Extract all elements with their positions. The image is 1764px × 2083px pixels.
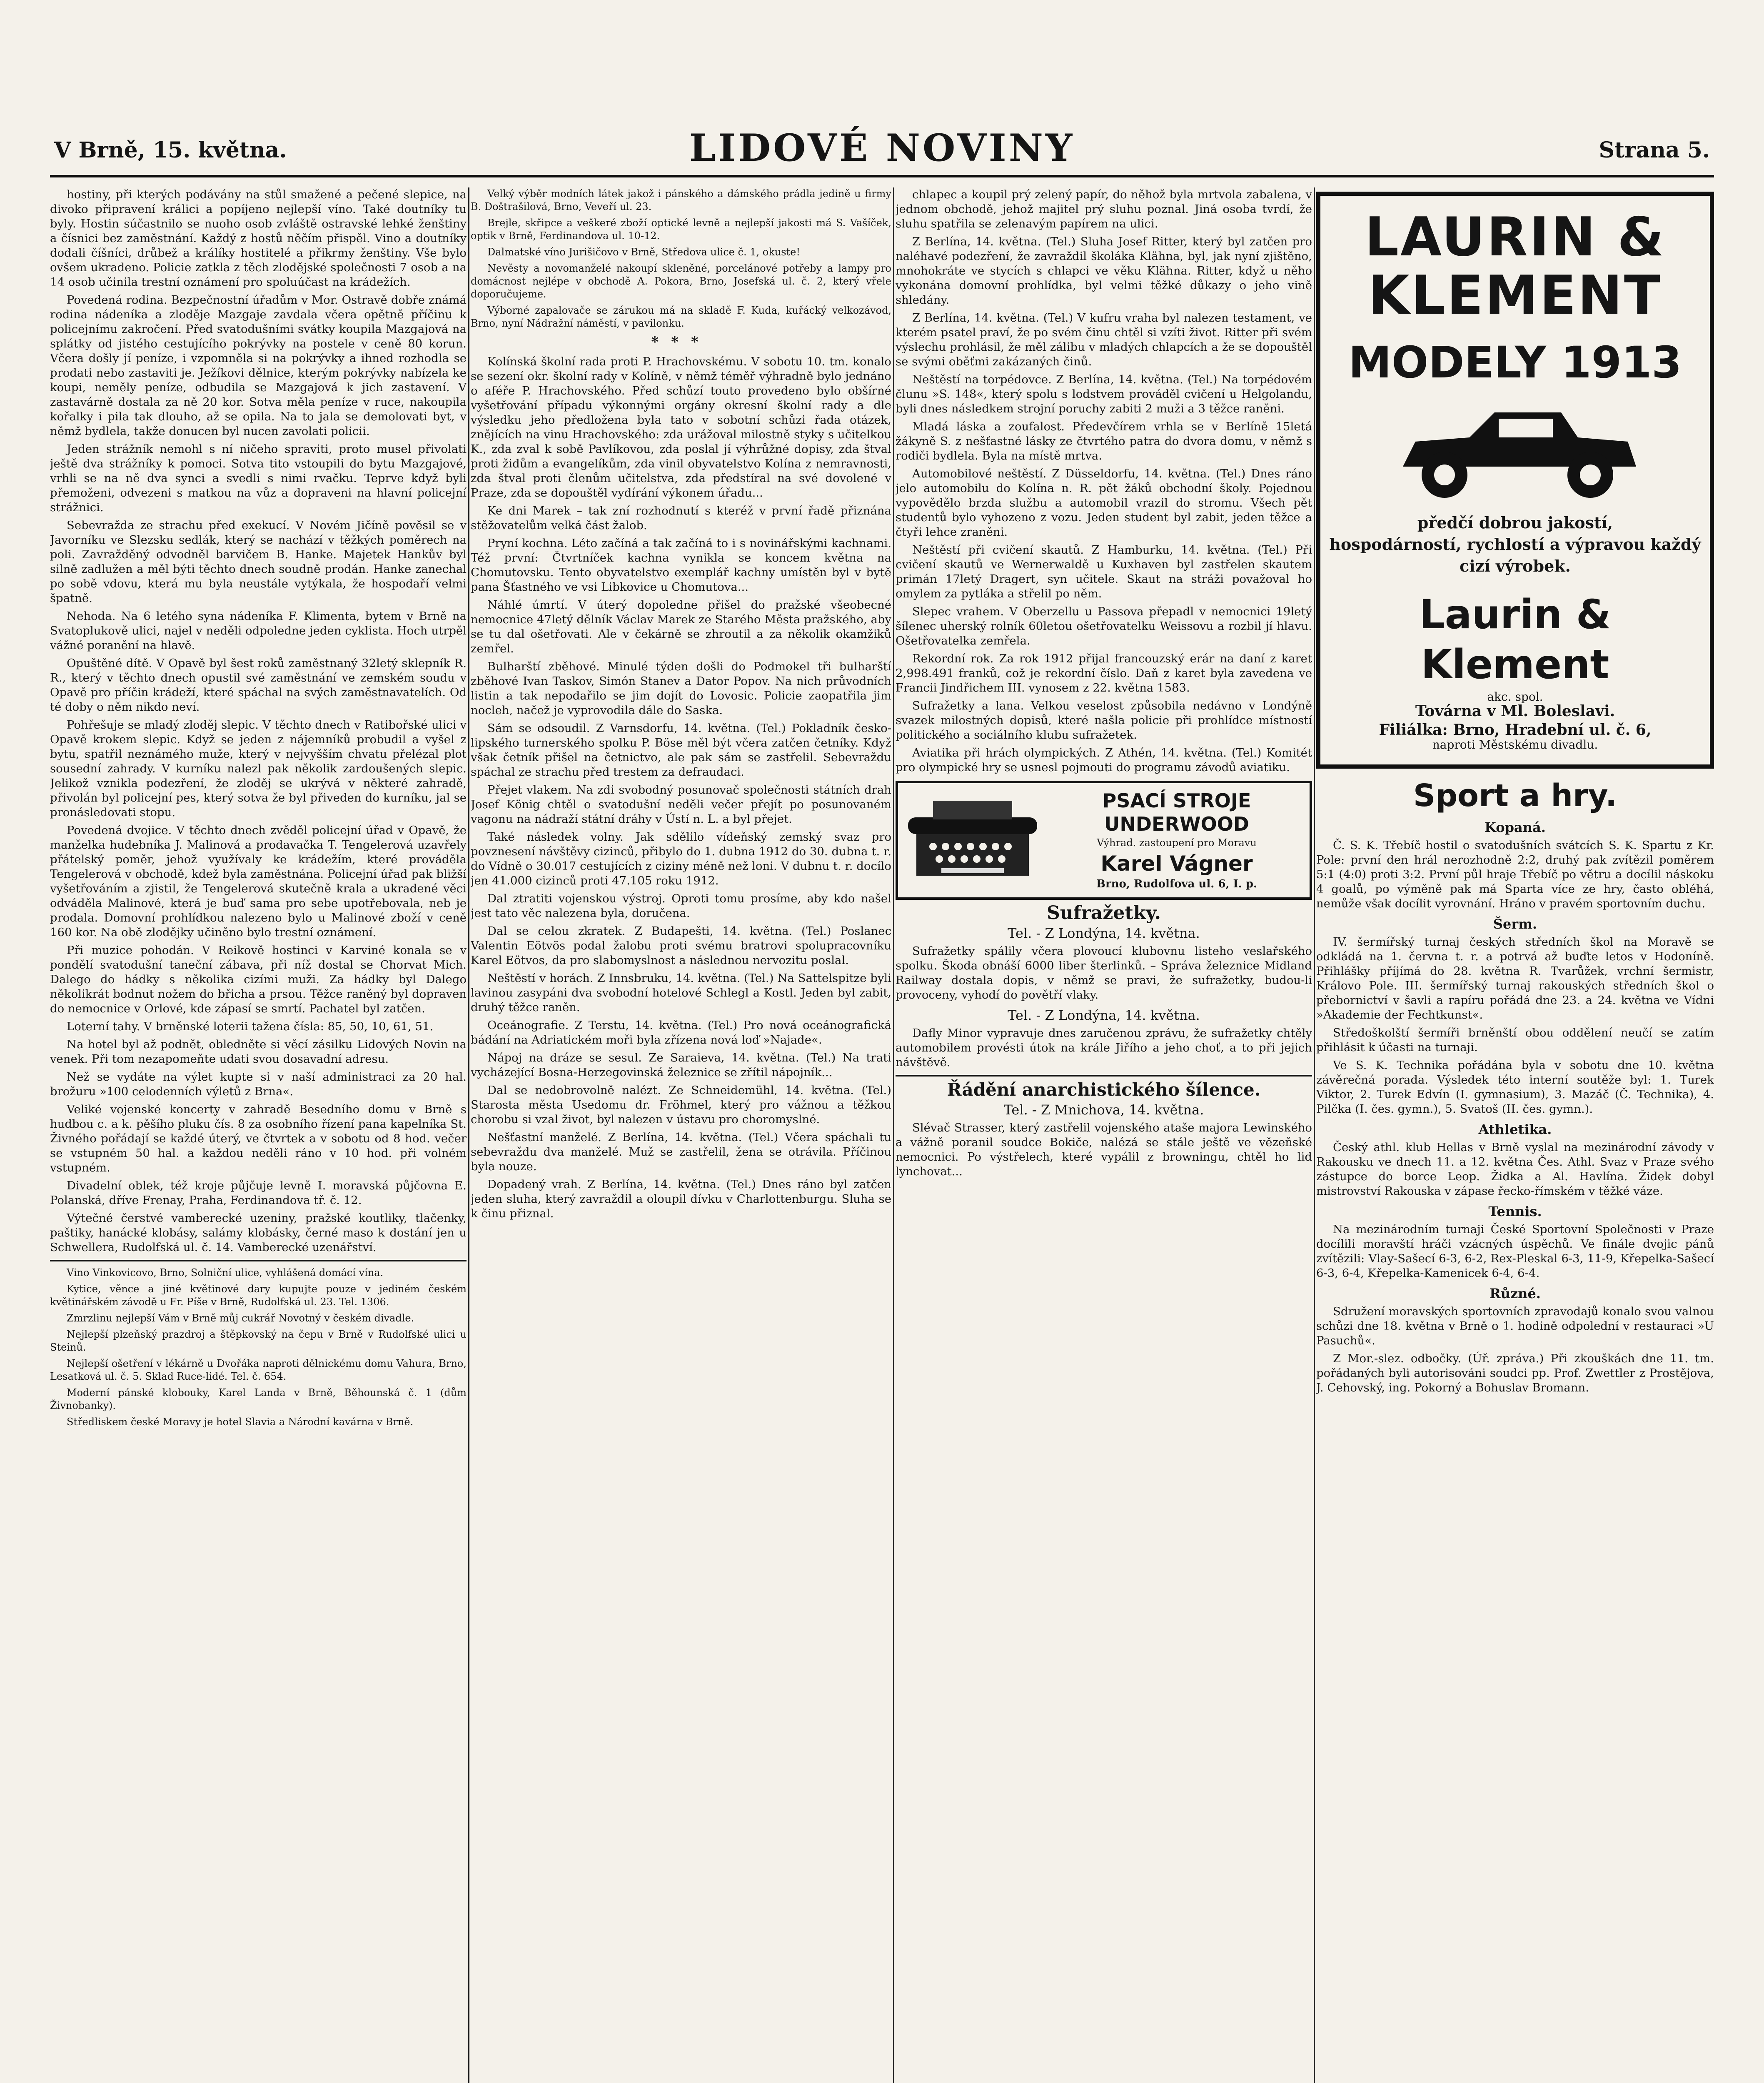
article: chlapec a koupil prý zelený papír, do něhož byla mrtvola zabalena, v jednom obchodě, jehož majitel prý sluhu poznal. Jiná osoba tvrdí, že sluhu spatřila se zelenavým papírem na ulici.: [896, 188, 1312, 230]
subsection-misc: Různé.: [1490, 1286, 1541, 1301]
ad-claim-2: hospodárností, rychlostí a výpravou každý: [1329, 535, 1701, 554]
ad-brand-name: Laurin & Klement: [1419, 591, 1611, 688]
article: Při muzice pohodán. V Reikově hostinci v Karviné konala se v pondělí svatodušní taneční zábava, při níž dostal se Chorvat Mich. Dalego do hádky s několika cizími muži. Za hádky byl Dalego několikrát bodnut nožem do břicha a prsou. Těžce raněný byl dopraven do nemocnice v Orlové, kde zápasí se smrtí. Pachatel byl zatčen.: [50, 944, 467, 1015]
article: Povedená dvojice. V těchto dnech zvěděl policejní úřad v Opavě, že manželka hudebníka J. Malinová a prodavačka T. Tengelerová uzavřely přátelský poměr, jehož využívaly ke krádežím, které prováděla Tengelerová v obchodě, kdež byla zaměstnána. Policejní úřad pak bližší vyšetřováním a zjistil, že Tengelerová skutečně krala a ukradené věci odváděla Malinové, která je buď sama pro sebe upotřebovala, neb je prodala. Domovní prohlídkou nalezeno bylo u Malinové zboží v ceně 160 kor. Na obě zlodějky učiněno bylo trestní oznámení.: [50, 824, 467, 939]
article: Bulharští zběhové. Minulé týden došli do Podmokel tři bulharští zběhové Ivan Taskov, Simón Stanev a Dator Popov. Na nich průvodních listin a tak nepodařilo se jim dojít do Lovosic. Policie zaopatřila jim nocleh, načež je vyprovodila dále do Saska.: [471, 660, 891, 717]
underwood-typewriter-ad: [896, 781, 1312, 900]
page-number: Strana 5.: [1599, 137, 1710, 163]
classified-ad: Moderní pánské klobouky, Karel Landa v Brně, Běhounská č. 1 (dům Živnobanky).: [50, 1387, 467, 1411]
article: Dal se celou zkratek. Z Budapešti, 14. května. (Tel.) Poslanec Valentin Eötvös podal žalobu proti svému bratrovi spolupracovníku Karel Eötvos, da pro slabomyslnost a následnou nervozitu poslal.: [471, 924, 891, 967]
subsection-athletics: Athletika.: [1478, 1121, 1552, 1137]
classified-ad: Kytice, věnce a jiné květinové dary kupujte pouze v jediném českém květinářském závodě u Fr. Píše v Brně, Rudolfská ul. 23. Tel. 1306.: [50, 1283, 467, 1308]
article: Na hotel byl až podnět, obledněte si věcí zásilku Lidových Novin na venek. Při tom nezapomeňte udati svou dosavadní adresu.: [50, 1038, 467, 1066]
column-3: [896, 187, 1312, 2083]
article: Dal ztratiti vojenskou výstroj. Oproti tomu prosíme, aby kdo našel jest tato věc nalezena byla, doručena.: [471, 892, 891, 920]
ad-claim-1: předčí dobrou jakostí,: [1417, 513, 1613, 532]
article: Ve S. K. Technika pořádána byla v sobotu dne 10. května závěrečná porada. Výsledek této interní soutěže byl: 1. Turek Viktor, 2. Turek Edvín (I. gymnasium), 3. Mazáč (Č. Technika), 4. Pilčka (I. čes. gymn.), 5. Svatoš (II. čes. gymn.).: [1316, 1059, 1714, 1116]
article: Náhlé úmrtí. V úterý dopoledne přišel do pražské všeobecné nemocnice 47letý dělník Václav Marek ze Starého Města pražského, aby se tu dal ošetřovati. Ale v čekárně se zhroutil a za několik okamžiků zemřel.: [471, 598, 891, 655]
article: Český athl. klub Hellas v Brně vyslal na mezinárodní závody v Rakousku ve dnech 11. a 12. května Čes. Athl. Svaz v Praze svého zástupce do borce Leop. Židka a Al. Havlína. Židek dobyl mistrovství Rakouska v zápase řecko-římském v těžké váze.: [1316, 1141, 1714, 1198]
ad-dealer-name: Karel Vágner: [1100, 852, 1253, 876]
section-heading: Řádění anarchistického šílence.: [947, 1079, 1261, 1100]
article: Nešťastní manželé. Z Berlína, 14. května. (Tel.) Včera spáchali tu sebevraždu dva manželé. Muž se zastřelil, žena se otrávila. Příčinou byla nouze.: [471, 1131, 891, 1173]
article: Na mezinárodním turnaji České Sportovní Společnosti v Praze docílili moravští hráči vzácných úspěchů. Ve finále dvojic pánů zvítězili: Vlay-Sašecí 6-3, 6-2, Rex-Pleskal 6-3, 11-9, Křepelka-Sašecí 6-3, 6-4, Křepelka-Kamenicek 6-4, 6-4.: [1316, 1223, 1714, 1280]
article: Ke dni Marek – tak zní rozhodnutí s kteréž v první řadě přiznána stěžovatelům velká část žalob.: [471, 504, 891, 532]
article: Z Berlína, 14. května. (Tel.) Sluha Josef Ritter, který byl zatčen pro naléhavé podezření, že zavraždil školáka Klähna, byl, jak nyní zjištěno, mnohokráte ve stycích s chlapci ve věku Klähna. Ritter, když u něho vykonána domovní prohlídka, byl velmi těžké důkazy o jeho vině shledány.: [896, 235, 1312, 307]
classified-ad: Vino Vinkovicovo, Brno, Solniční ulice, vyhlášená domácí vína.: [67, 1267, 384, 1279]
ad-company-type: akc. spol.: [1487, 690, 1543, 704]
subsection-tennis: Tennis.: [1488, 1204, 1542, 1219]
article: Nápoj na dráze se sesul. Ze Saraieva, 14. května. (Tel.) Na trati vycházející Bosna-Herzegovinská železnice se zřítil nápojník...: [471, 1051, 891, 1079]
article: Rekordní rok. Za rok 1912 přijal francouzský erár na daní z karet 2,998.491 franků, což je rekordní číslo. Daň z karet byla zavedena ve Francii Jindřichem III. vynosem z 22. května 1583.: [896, 652, 1312, 694]
column-1: [50, 187, 467, 2083]
ad-subline: Výhrad. zastoupení pro Moravu: [1097, 837, 1257, 849]
ad-model-year: MODELY 1913: [1348, 337, 1682, 388]
column-4: [1316, 187, 1714, 2083]
article: Výtečné čerstvé vamberecké uzeniny, pražské koutliky, tlačenky, paštiky, hanácké klobásy, salámy klobásky, černé maso k dostání jen u Schwellera, Rudolfská ul. č. 14. Vamberecké uzenářství.: [50, 1211, 467, 1254]
article: Neštěstí při cvičení skautů. Z Hamburku, 14. května. (Tel.) Při cvičení skautů ve Wernerwaldě u Kuxhaven byl zastřelen skautem primán 17letý Dragert, syn učitele. Skaut na stráži považoval ho omylem za pytláka a střelil po něm.: [896, 543, 1312, 600]
article: Č. S. K. Třebíč hostil o svatodušních svátcích S. K. Spartu z Kr. Pole: první den hrál nerozhodně 2:2, druhý pak zvítězil poměrem 5:1 (4:0) proti 3:2. První půl hraje Třebíč po větru a docílil náskoku 4 goalů, po výměně pak má Sparta více ze hry, často obléhá, nemůže však docílit vyrovnání. Hráno v pravém sportovním duchu.: [1316, 839, 1714, 910]
article: Opuštěné dítě. V Opavě byl šest roků zaměstnaný 32letý sklepník R. R., který v těchto dnech opustil své zaměstnání ve zemském soudu v Opavě pro příčin krádeží, které spáchal na svých zaměstnavatelích. Od té doby o něm nikdo neví.: [50, 657, 467, 714]
article: Mladá láska a zoufalost. Předevčírem vrhla se v Berlíně 15letá žákyně S. z nešťastné lásky ze čtvrtého patra do dvora domu, v němž s rodiči bydlela. Byla na místě mrtva.: [896, 420, 1312, 462]
article: Jeden strážník nemohl s ní ničeho spraviti, proto musel přivolati ještě dva strážníky k pomoci. Sotva tito vstoupili do bytu Mazgajové, vrhli se na ně dva synci a svedli s nimi rvačku. Teprve když byli přemoženi, odvezeni s matkou na vůz a dopraveni na hlavní policejní strážnici.: [50, 442, 467, 514]
divider: [896, 1075, 1312, 1076]
ad-headline: PSACÍ STROJE UNDERWOOD: [1102, 789, 1251, 835]
article: Veliké vojenské koncerty v zahradě Besedního domu v Brně s hudbou c. a k. pěšího pluku čís. 8 za osobního řízení pana kapelníka St. Živného pořádají se každé úterý, ve čtvrtek a v sobotu od 8 hod. večer se vstupném 50 hal. a každou neděli ráno v 10 hod. při volném vstupném.: [50, 1103, 467, 1174]
dateline: Tel. - Z Londýna, 14. května.: [1008, 1007, 1200, 1023]
article: Z Berlína, 14. května. (Tel.) V kufru vraha byl nalezen testament, ve kterém psatel praví, že po svém činu chtěl si vzíti život. Ritter při svém výslechu prohlásil, že měl zálibu v mladých chlapcích a že se dopouštěl se svými oběťmi zakázaných činů.: [896, 311, 1312, 368]
ad-brand-line-1: LAURIN &: [1365, 206, 1666, 268]
article: Sám se odsoudil. Z Varnsdorfu, 14. května. (Tel.) Pokladník česko-lipského turnerského spolku P. Böse měl být včera zatčen četníky. Když však četník přišel na četnictvo, ale pak sám se zastřelil. Sebevraždu spáchal ze strachu před trestem za defraudaci.: [471, 722, 891, 779]
article: Povedená rodina. Bezpečnostní úřadům v Mor. Ostravě dobře známá rodina nádeníka a zloděje Mazgaje zavdala včera opětně příčinu k policejnímu zakročení. Před svatodušními svátky koupila Mazgajová na splátky od jistého cestujícího pokrývky na postele v ceně 80 korun. Včera došly jí peníze, i vzpomněla si na pokrývky a ihned rozhodla se prodati nebo zastaviti je. Ježíkovi dělnice, kterým pokrývky nabízela ke koupi, neměly peníze, odbudila se Mazgajová k jich zastavení. V zastavárně dostala za ně 20 kor. Sotva měla peníze v ruce, nakoupila kořalky i pila tak dlouho, až se opila. Na to jala se demolovati byt, v němž bydlela, takže donucen byl nucen zavolati policii.: [50, 293, 467, 438]
section-heading: Sufražetky.: [1046, 902, 1161, 924]
column-rule: [1314, 187, 1315, 2083]
article: Loterní tahy. V brněnské loterii tažena čísla: 85, 50, 10, 61, 51.: [67, 1020, 434, 1033]
classified-ad: Dalmatské víno Jurišičovo v Brně, Středova ulice č. 1, okuste!: [487, 246, 800, 258]
article: Dafly Minor vypravuje dnes zaručenou zprávu, že sufražetky chtěly automobilem provésti útok na krále Jiřího a jeho choť, a to při jejich návštěvě.: [896, 1027, 1312, 1069]
article: Slévač Strasser, který zastřelil vojenského ataše majora Lewinského a vážně poranil soudce Bokiče, nalézá se stále ještě ve vězeňské nemocnici. Po výstřelech, které vypálil z browningu, chtěl ho lid lynchovat...: [896, 1121, 1312, 1178]
article: Neštěstí na torpédovce. Z Berlína, 14. května. (Tel.) Na torpédovém člunu »S. 148«, který spolu s lodstvem prováděl cvičení u Helgolandu, byli dnes následkem strojní poruchy zabiti 2 muži a 3 těžce raněni.: [896, 373, 1312, 415]
classified-ad: Nejlepší plzeňský prazdroj a štěpkovský na čepu v Brně v Rudolfské ulici u Steinů.: [50, 1329, 467, 1353]
ad-branch: Filiálka: Brno, Hradební ul. č. 6,: [1379, 721, 1652, 739]
subsection-football: Kopaná.: [1485, 819, 1546, 835]
article: Oceánografie. Z Terstu, 14. května. (Tel.) Pro nová oceánografická bádání na Adriatickém moři byla zřízena nová loď »Najade«.: [471, 1019, 891, 1046]
header-date: V Brně, 15. května.: [54, 137, 287, 163]
article: hostiny, při kterých podávány na stůl smažené a pečené slepice, na divoko připravení králici a popíjeno nejlepší víno. Také doutníky tu byly. Hostin súčastnilo se nuoho osob zvláště ostravské lehké ženštiny a čísnici bez zaměstnání. Každý z hostů něčím přispěl. Vino a doutníky dodali číšníci, drůbež a králíky hostitelé a přikrmy ženštiny. Vše bylo ovšem ukradeno. Policie zatkla z těch zlodějské společnosti 7 osob a na 14 osob učinila trestní oznámení pro spoluúčast na krádežích.: [50, 188, 467, 289]
ad-brand-line-2: KLEMENT: [1368, 265, 1662, 327]
classified-ad: Velký výběr modních látek jakož i pánského a dámského prádla jedině u firmy B. Doštrašilová, Brno, Veveří ul. 23.: [471, 188, 891, 212]
ad-factory: Továrna v Ml. Boleslavi.: [1415, 702, 1615, 720]
column-rule: [468, 187, 469, 2083]
article: Také následek volny. Jak sdělilo vídeňský zemský svaz pro povznesení návštěvy cizinců, přibylo do 1. dubna 1912 do 30. dubna t. r. do Vídně o 30.017 cestujících z ciziny méně než loni. V dubnu t. r. docílo jen 41.000 cizinců proti 47.105 roku 1912.: [471, 830, 891, 887]
subsection-fencing: Šerm.: [1493, 916, 1537, 932]
classified-ad: Středliskem české Moravy je hotel Slavia a Národní kavárna v Brně.: [67, 1416, 414, 1428]
section-title-sport: Sport a hry.: [1413, 778, 1617, 814]
article: Kolínská školní rada proti P. Hrachovskému. V sobotu 10. tm. konalo se sezení okr. školní rady v Kolíně, v němž téměř výhradně bylo jednáno o aféře P. Hrachovského. Před schůzí touto provedeno bylo obšírné vyšetřování případu výkonnými orgány okresní školní rady a dle výsledku jeho předložena byla tato v sobotní schůzi řada otázek, znějících na vinu Hrachovského: zda urážoval milostně styky s učitelkou K., zda zval k sobě Pavlíkovou, zda poslal jí výhrůžné dopisy, zda štval proti židům a evangelíkům, zda vinil obyvatelstvo Kolína z nemravnosti, zda štval proti členům učitelstva, zda předstíral na své dovolené v Praze, zda se dopouštěl vydírání výkonem úřadu...: [471, 355, 891, 500]
section-separator-stars: ***: [651, 334, 711, 350]
laurin-klement-ad: [1316, 192, 1714, 769]
ad-claim-3: cizí výrobek.: [1460, 557, 1571, 575]
article: Dopadený vrah. Z Berlína, 14. května. (Tel.) Dnes ráno byl zatčen jeden sluha, který zavraždil a oloupil dívku v Charlottenburgu. Sluha se k činu přiznal.: [471, 1178, 891, 1220]
automobile-icon: [1386, 396, 1644, 504]
classified-ad: Nevěsty a novomanželé nakoupí skleněné, porcelánové potřeby a lampy pro domácnost nejlépe v obchodě A. Pokora, Brno, Josefská ul. č. 2, který vřele doporučujeme.: [471, 262, 891, 300]
article: Sufražetky spálily včera plovoucí klubovnu listeho veslařského spolku. Škoda obnáší 6000 liber šterlinků. – Správa železnice Midland Railway dostala dopis, v němž se pravi, že sufražetky, budou-li provoceny, vyhodí do povětří vlaky.: [896, 944, 1312, 1002]
dateline: Tel. - Z Mnichova, 14. května.: [1003, 1102, 1204, 1118]
article: Neštěstí v horách. Z Innsbruku, 14. května. (Tel.) Na Sattelspitze byli lavinou zasypáni dva svobodní hotelové Schlegl a Kostl. Jeden byl zabit, druhý těžce raněn.: [471, 972, 891, 1014]
article: Sufražetky a lana. Velkou veselost způsobila nedávno v Londýně svazek milostných dopisů, které našla policie při prohlídce místností politického a sociálního klubu sufražetek.: [896, 699, 1312, 742]
classified-ad: Nejlepší ošetření v lékárně u Dvořáka naproti dělnickému domu Vahura, Brno, Lesatková ul. č. 5. Sklad Ruce-lidé. Tel. č. 654.: [50, 1358, 467, 1382]
ad-address: Brno, Rudolfova ul. 6, I. p.: [1096, 878, 1258, 890]
article: Sebevražda ze strachu před exekucí. V Novém Jičíně pověsil se v Javorníku ve Slezsku sedlák, který se nachází v těžkých poměrech na poli. Zavražděný odvodněl barvičem B. Hanke. Majetek Hankův byl silně zadlužen a měl býti těchto dnech soudně prodán. Hanke zanechal po sobě vdovu, která mu byla neustále vytýkala, že hospodaří velmi špatně.: [50, 519, 467, 605]
classified-ad: Výborné zapalovače se zárukou má na skladě F. Kuda, kuřácký velkozávod, Brno, nyní Nádražní náměstí, v pavilonku.: [471, 305, 891, 329]
typewriter-icon: [904, 792, 1041, 888]
dateline: Tel. - Z Londýna, 14. května.: [1008, 925, 1200, 941]
article: Nehoda. Na 6 letého syna nádeníka F. Klimenta, bytem v Brně na Svatoplukově ulici, najel v neděli odpoledne jeden cyklista. Hoch utrpěl vážné poranění na hlavě.: [50, 609, 467, 652]
article: Automobilové neštěstí. Z Düsseldorfu, 14. května. (Tel.) Dnes ráno jelo automobilu do Kolína n. R. pět žáků obchodní školy. Pojednou vypovědělo brzda službu a automobil vrazil do stromu. Všech pět studentů bylo vyhozeno z vozu. Jeden student byl zabit, jeden těžce a čtyři lehce zraněni.: [896, 467, 1312, 539]
divider: [50, 1260, 467, 1261]
article: Sdružení moravských sportovních zpravodajů konalo svou valnou schůzi dne 18. května v Brně o 1. hodině odpolední v restauraci »U Pasuchů«.: [1316, 1305, 1714, 1347]
article: Pryní kochna. Léto začíná a tak začíná to i s novinářskými kachnami. Též první: Čtvrtníček kachna vynikla se koncem května na Chomutovsku. Tento obyvatelstvo exemplář kachny umístěn byl v bytě pana Šťastného ve vsi Libkovice u Chomutova...: [471, 537, 891, 594]
page-header: [50, 121, 1714, 177]
article: Středoškolští šermíři brněnští obou oddělení neučí se zatím přihlásit k účasti na turnaji.: [1316, 1026, 1714, 1054]
article: Přejet vlakem. Na zdi svobodný posunovač společnosti státních drah Josef König chtěl o svatodušní neděli večer přejít po posunovaném vagonu na nádraží státní dráhy v Ústí n. L. a byl přejet.: [471, 783, 891, 826]
classified-ad: Zmrzlinu nejlepší Vám v Brně můj cukrář Novotný v českém divadle.: [67, 1312, 414, 1324]
article: Slepec vrahem. V Oberzellu u Passova přepadl v nemocnici 19letý šílenec uherský rolník 60letou ošetřovatelku Weissovu a rozbil jí hlavu. Ošetřovatelka zemřela.: [896, 605, 1312, 647]
article: Pohřešuje se mladý zloděj slepic. V těchto dnech v Ratibořské ulici v Opavě krokem slepic. Když se jeden z nájemníků probudil a vyšel z bytu, spatřil neznámého muže, který v nejvyšším chvatu přelézal plot sousední zahrady. V kurníku nalezl pak několik zardoušených slepic. Jelikož vznikla podezření, že zloděj se ukrývá v některé zahradě, přivolán byl policejní pes, který sotva že byl přiveden do kurníku, jal se pronásledovati stopu.: [50, 718, 467, 819]
article: Dal se nedobrovolně nalézt. Ze Schneidemühl, 14. května. (Tel.) Starosta města Usedomu dr. Fröhmel, který pro vážnou a těžkou chorobu si vzal život, byl nalezen v ústavu pro choromyslné.: [471, 1084, 891, 1126]
article: Než se vydáte na výlet kupte si v naší administraci za 20 hal. brožuru »100 celodenních výletů z Brna«.: [50, 1070, 467, 1098]
article: Divadelní oblek, též kroje půjčuje levně I. moravská půjčovna E. Polanská, dříve Frenay, Praha, Ferdinandova tř. č. 12.: [50, 1179, 467, 1207]
article: Aviatika při hrách olympických. Z Athén, 14. května. (Tel.) Komitét pro olympické hry se usnesl pojmouti do programu závodů aviatiku.: [896, 746, 1312, 774]
article: IV. šermířský turnaj českých středních škol na Moravě se odkládá na 1. června t. r. a potrvá až buďte letos v Hodoníně. Přihlášky příjímá do 28. května R. Tvarůžek, vrchní šermistr, Královo Pole. III. šermířský turnaj rakouských středních škol o přebornictví v šavli a rapíru pořádá dne 23. a 24. května ve Vídni »Akademie der Fechtkunst«.: [1316, 935, 1714, 1022]
column-2: [471, 187, 891, 2083]
masthead-title: LIDOVÉ NOVINY: [689, 126, 1075, 170]
ad-branch-note: naproti Městskému divadlu.: [1432, 738, 1598, 752]
article: Z Mor.-slez. odbočky. (Úř. zpráva.) Při zkouškách dne 11. tm. pořádaných byli autorisováni soudci pp. Prof. Zwettler z Prostějova, J. Cehovský, ing. Pokorný a Bohuslav Bromann.: [1316, 1352, 1714, 1394]
classified-ad: Brejle, skřipce a veškeré zboží optické levně a nejlepší jakosti má S. Vašíček, optik v Brně, Ferdinandova ul. 10-12.: [471, 217, 891, 242]
column-rule: [893, 187, 894, 2083]
